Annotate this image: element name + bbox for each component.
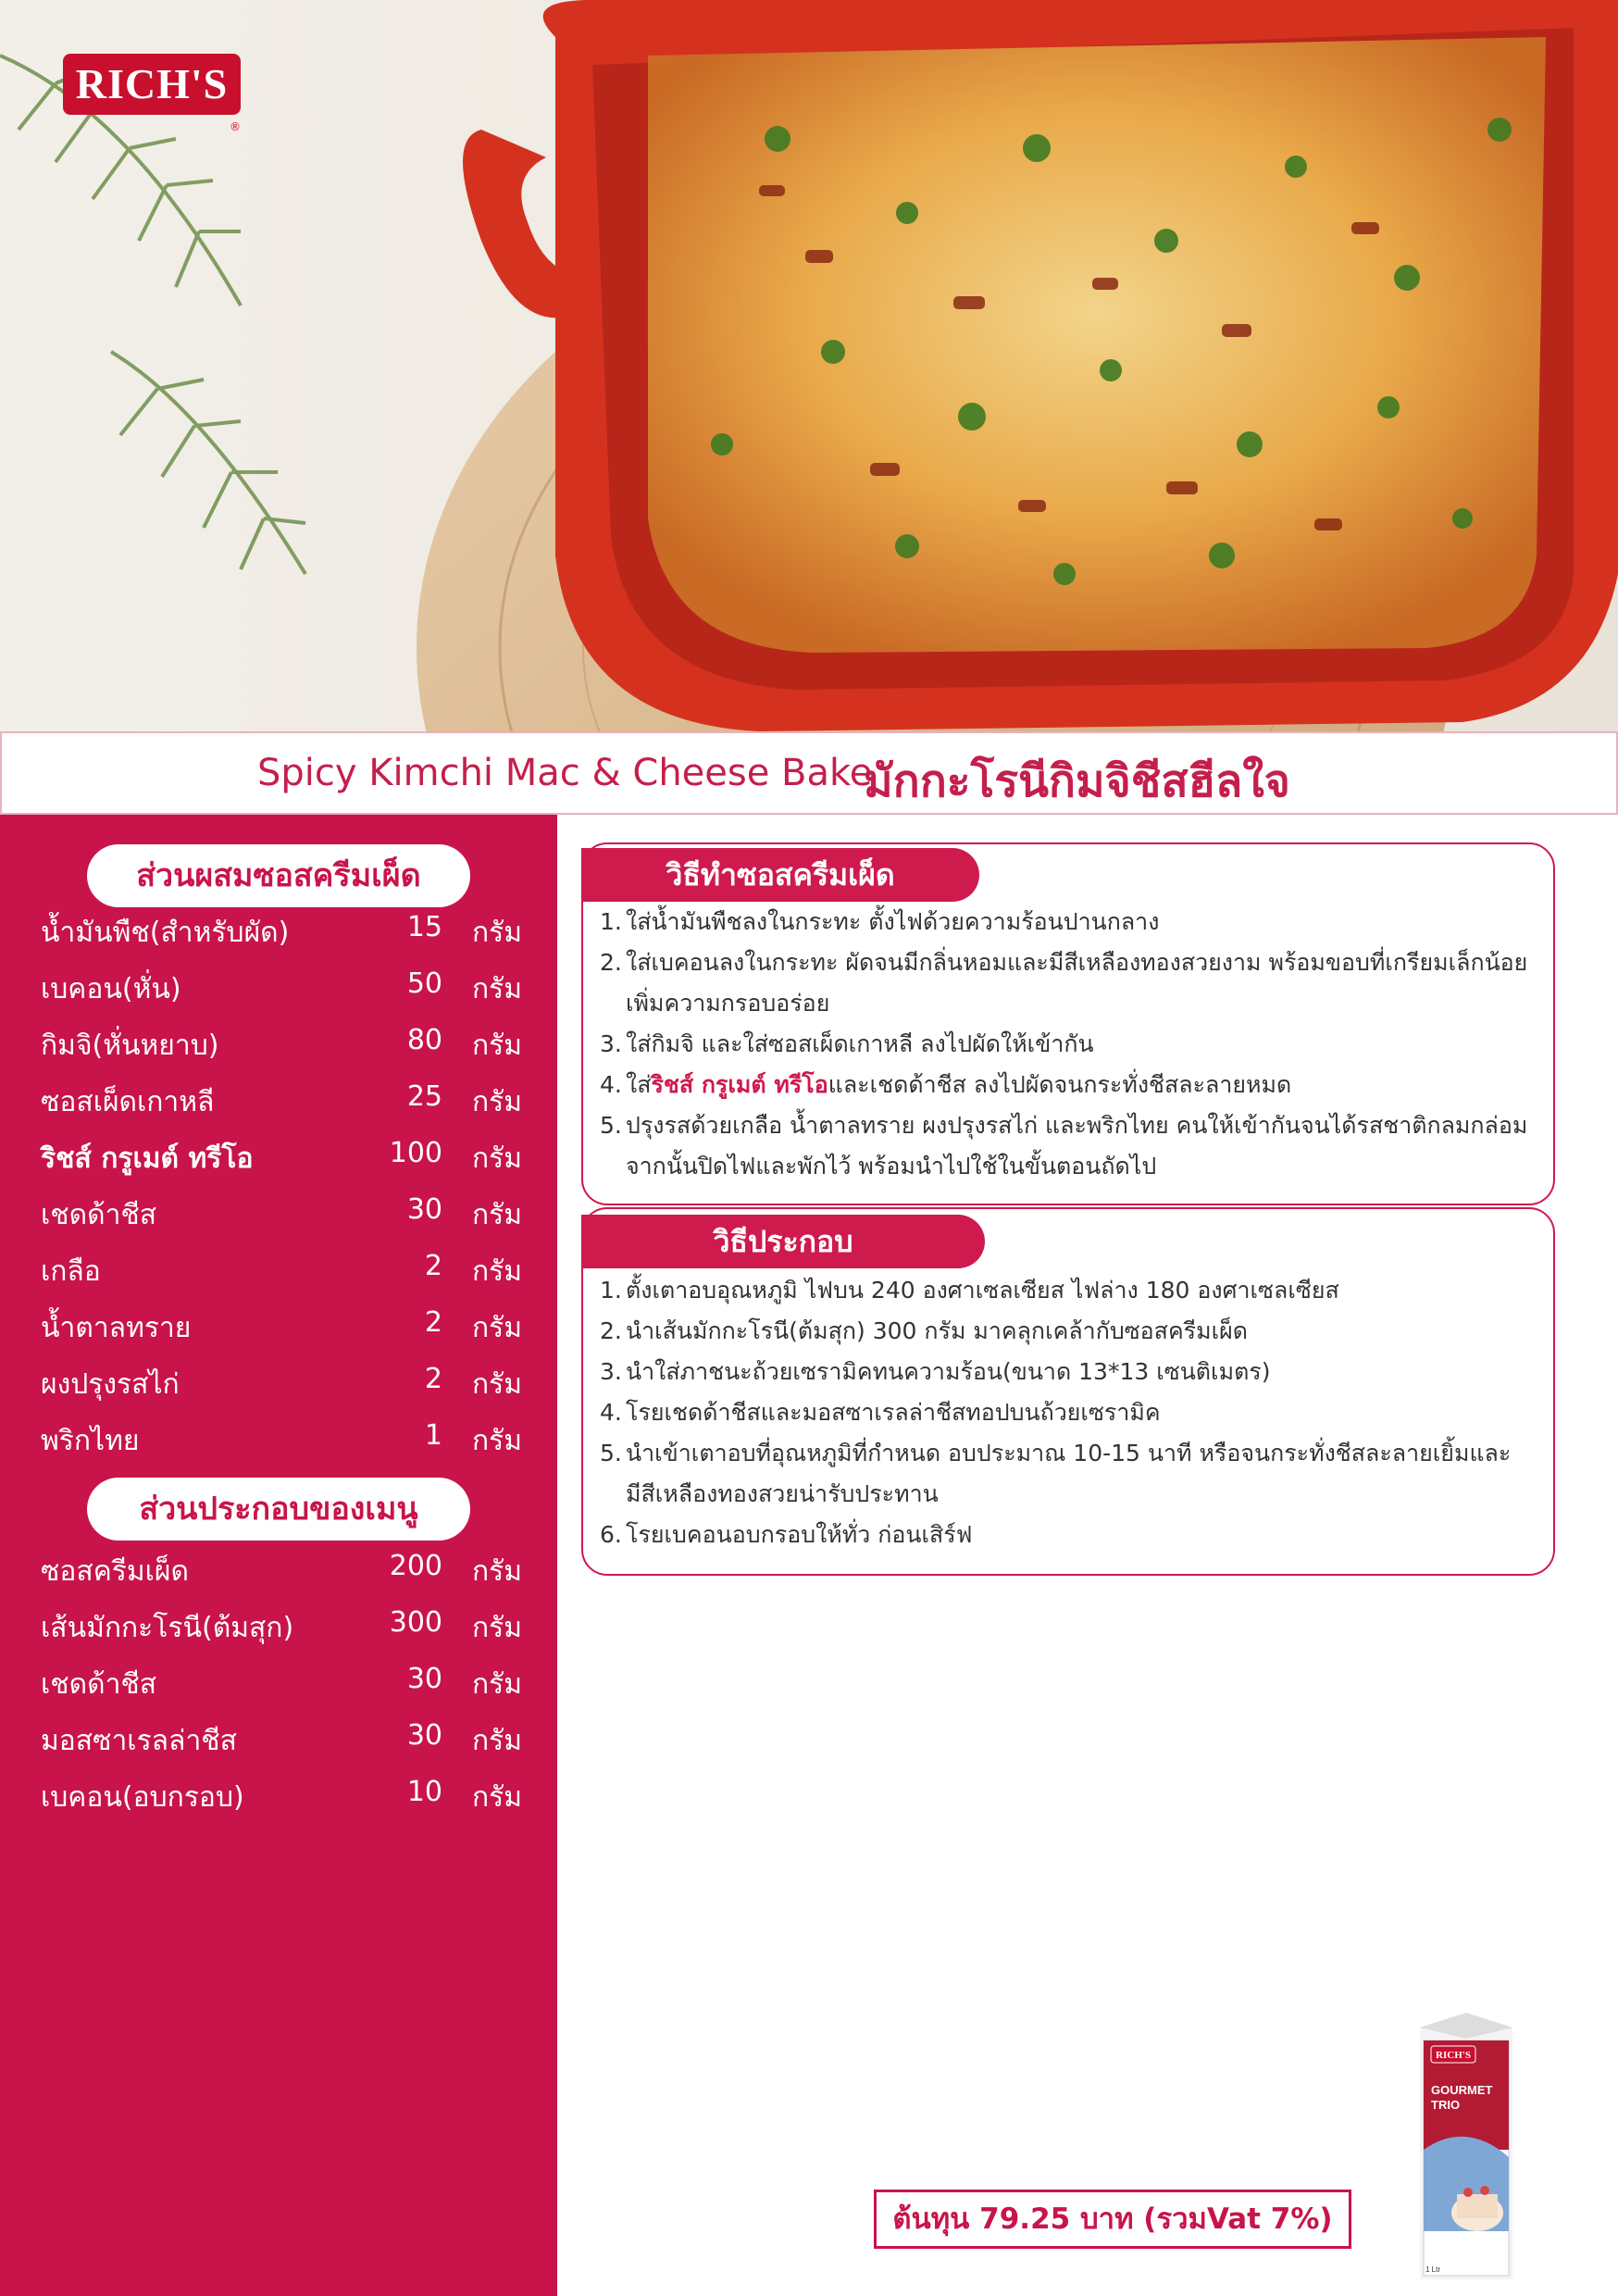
ingredient-unit: กรัม — [471, 1199, 522, 1231]
step-text: นำเข้าเตาอบที่อุณหภูมิที่กำหนด อบประมาณ 10-15 นาที หรือจนกระทั่งชีสละลายเยิ้มและ — [626, 1440, 1512, 1466]
ingredient-unit: กรัม — [471, 1312, 522, 1344]
method-step — [600, 1433, 1535, 1515]
carton-size: 1 Ltr — [1425, 2265, 1441, 2274]
ingredient-row — [41, 1250, 522, 1296]
ingredient-unit: กรัม — [471, 1725, 522, 1757]
ingredient-name: เชดด้าชีส — [41, 1668, 157, 1701]
ingredient-qty: 25 — [406, 1080, 442, 1113]
ingredient-name: น้ำมันพืช(สำหรับผัด) — [41, 917, 290, 949]
ingredient-qty: 1 — [424, 1419, 442, 1452]
ingredient-row — [41, 1663, 522, 1709]
step-number: 5. — [600, 1112, 622, 1139]
method-step — [600, 1515, 1535, 1555]
ingredient-name: เส้นมักกะโรนี(ต้มสุก) — [41, 1612, 294, 1644]
ingredient-name: เบคอน(หั่น) — [41, 973, 181, 1005]
ingredient-row — [41, 1193, 522, 1240]
brand-logo: RICH'S — [63, 54, 241, 115]
hero-photo — [0, 0, 1618, 731]
ingredient-row — [41, 967, 522, 1014]
ingredient-qty: 300 — [389, 1606, 442, 1639]
step-number: 1. — [600, 1277, 622, 1304]
ingredient-name-highlight: ริชส์ กรูเมต์ ทรีโอ — [41, 1142, 254, 1175]
ingredient-name: ซอสครีมเผ็ด — [41, 1555, 189, 1588]
ingredient-row — [41, 1363, 522, 1409]
step-text-prefix: ใส่ — [626, 1071, 652, 1098]
ingredient-qty: 2 — [424, 1306, 442, 1339]
menu-ingredients-heading: ส่วนประกอบของเมนู — [87, 1478, 470, 1541]
step-number: 4. — [600, 1399, 622, 1426]
step-text: นำเส้นมักกะโรนี(ต้มสุก) 300 กรัม มาคลุกเคล้ากับซอสครีมเผ็ด — [626, 1317, 1248, 1344]
method-step — [600, 1392, 1535, 1433]
ingredient-qty: 50 — [406, 967, 442, 1000]
ingredient-unit: กรัม — [471, 1142, 522, 1175]
step-text: ปรุงรสด้วยเกลือ น้ำตาลทราย ผงปรุงรสไก่ และพริกไทย คนให้เข้ากันจนได้รสชาติกลมกล่อม — [626, 1112, 1528, 1139]
method-step — [600, 1105, 1535, 1187]
ingredient-name: กิมจิ(หั่นหยาบ) — [41, 1029, 219, 1062]
ingredient-row — [41, 1606, 522, 1653]
method-step — [600, 902, 1535, 942]
ingredient-name: เชดด้าชีส — [41, 1199, 157, 1231]
registered-mark: ® — [230, 120, 241, 133]
ingredient-row — [41, 1024, 522, 1070]
ingredient-unit: กรัม — [471, 1368, 522, 1401]
method-step — [600, 942, 1535, 1024]
step-text: ตั้งเตาอบอุณหภูมิ ไฟบน 240 องศาเซลเซียส ไฟล่าง 180 องศาเซลเซียส — [626, 1277, 1339, 1304]
method-step — [600, 1024, 1535, 1065]
sauce-method-steps — [600, 902, 1535, 1187]
carton-line-2: TRIO — [1431, 2098, 1461, 2112]
ingredient-qty: 15 — [406, 911, 442, 943]
step-number: 2. — [600, 949, 622, 976]
ingredient-qty: 30 — [406, 1193, 442, 1226]
step-number: 3. — [600, 1358, 622, 1385]
ingredient-name: พริกไทย — [41, 1425, 140, 1457]
assembly-method-steps — [600, 1270, 1535, 1555]
ingredient-name: ผงปรุงรสไก่ — [41, 1368, 180, 1401]
step-number: 2. — [600, 1317, 622, 1344]
ingredient-qty: 2 — [424, 1250, 442, 1282]
ingredient-row — [41, 911, 522, 957]
step-text-continued: เพิ่มความกรอบอร่อย — [626, 990, 830, 1017]
product-highlight: ริชส์ กรูเมต์ ทรีโอ — [651, 1071, 828, 1098]
carton-brand: RICH'S — [1436, 2050, 1471, 2061]
ingredient-unit: กรัม — [471, 1612, 522, 1644]
step-text-continued: จากนั้นปิดไฟและพักไว้ พร้อมนำไปใช้ในขั้นตอนถัดไป — [626, 1153, 1157, 1179]
method-step — [600, 1311, 1535, 1352]
method-step — [600, 1065, 1535, 1105]
recipe-title-thai: มักกะโรนีกิมจิชีสฮีลใจ — [864, 755, 1290, 807]
ingredient-qty: 30 — [406, 1719, 442, 1752]
step-text: โรยเชดด้าชีสและมอสซาเรลล่าชีสทอปบนถ้วยเซรามิค — [626, 1399, 1161, 1426]
ingredient-row — [41, 1419, 522, 1466]
method-step — [600, 1352, 1535, 1392]
ingredient-name: มอสซาเรลล่าชีส — [41, 1725, 237, 1757]
sauce-method-heading: วิธีทำซอสครีมเผ็ด — [581, 848, 979, 902]
ingredient-row — [41, 1776, 522, 1822]
step-number: 4. — [600, 1071, 622, 1098]
ingredient-unit: กรัม — [471, 1781, 522, 1814]
method-step — [600, 1270, 1535, 1311]
step-text: ใส่น้ำมันพืชลงในกระทะ ตั้งไฟด้วยความร้อนปานกลาง — [626, 908, 1160, 935]
sauce-ingredients-heading: ส่วนผสมซอสครีมเผ็ด — [87, 844, 470, 907]
step-number: 1. — [600, 908, 622, 935]
step-number: 6. — [600, 1521, 622, 1548]
ingredient-unit: กรัม — [471, 1425, 522, 1457]
step-text-continued: มีสีเหลืองทองสวยน่ารับประทาน — [626, 1480, 939, 1507]
step-text: โรยเบคอนอบกรอบให้ทั่ว ก่อนเสิร์ฟ — [626, 1521, 973, 1548]
ingredient-unit: กรัม — [471, 1029, 522, 1062]
ingredient-qty: 30 — [406, 1663, 442, 1695]
ingredient-unit: กรัม — [471, 1086, 522, 1118]
ingredient-row — [41, 1550, 522, 1596]
ingredient-unit: กรัม — [471, 973, 522, 1005]
step-text: และเชดด้าชีส ลงไปผัดจนกระทั่งชีสละลายหมด — [828, 1071, 1292, 1098]
dish-illustration — [0, 0, 1618, 731]
ingredient-name: เกลือ — [41, 1255, 101, 1288]
step-number: 3. — [600, 1030, 622, 1057]
ingredient-qty: 200 — [389, 1550, 442, 1582]
ingredient-qty: 10 — [406, 1776, 442, 1808]
ingredient-qty: 2 — [424, 1363, 442, 1395]
step-number: 5. — [600, 1440, 622, 1466]
ingredient-name: ซอสเผ็ดเกาหลี — [41, 1086, 215, 1118]
carton-line-1: GOURMET — [1431, 2083, 1493, 2097]
step-text: นำใส่ภาชนะถ้วยเซรามิคทนความร้อน(ขนาด 13*13 เซนติเมตร) — [626, 1358, 1271, 1385]
ingredient-row — [41, 1137, 522, 1183]
ingredient-name: เบคอน(อบกรอบ) — [41, 1781, 244, 1814]
assembly-method-heading: วิธีประกอบ — [581, 1215, 985, 1268]
ingredient-row — [41, 1719, 522, 1766]
step-text: ใส่กิมจิ และใส่ซอสเผ็ดเกาหลี ลงไปผัดให้เข้ากัน — [626, 1030, 1094, 1057]
cost-box: ต้นทุน 79.25 บาท (รวมVat 7%) — [874, 2190, 1351, 2249]
ingredient-qty: 100 — [389, 1137, 442, 1169]
ingredient-unit: กรัม — [471, 1255, 522, 1288]
ingredient-row — [41, 1306, 522, 1353]
product-carton-image — [1411, 2009, 1522, 2287]
ingredient-row — [41, 1080, 522, 1127]
step-text: ใส่เบคอนลงในกระทะ ผัดจนมีกลิ่นหอมและมีสีเหลืองทองสวยงาม พร้อมขอบที่เกรียมเล็กน้อย — [626, 949, 1528, 976]
ingredient-unit: กรัม — [471, 1668, 522, 1701]
ingredient-qty: 80 — [406, 1024, 442, 1056]
ingredient-unit: กรัม — [471, 1555, 522, 1588]
ingredient-unit: กรัม — [471, 917, 522, 949]
ingredient-name: น้ำตาลทราย — [41, 1312, 192, 1344]
recipe-title-english: Spicy Kimchi Mac & Cheese Bake — [257, 752, 873, 794]
